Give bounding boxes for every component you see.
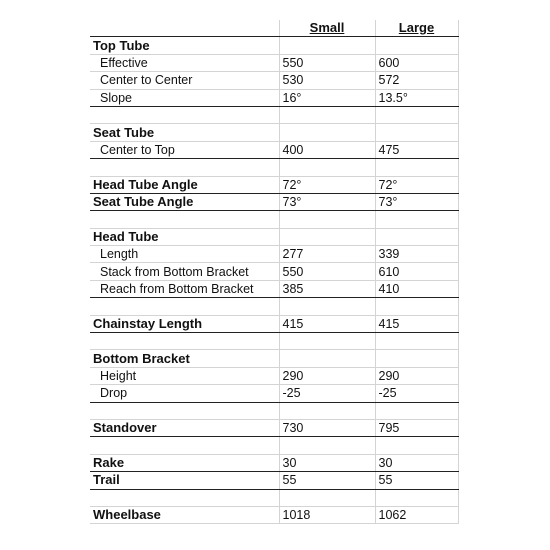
- row-label: Seat Tube: [90, 124, 279, 141]
- row-value-large: 55: [375, 472, 458, 489]
- row-label: [90, 333, 279, 350]
- table-row: [90, 280, 458, 297]
- row-label: Trail: [90, 472, 279, 489]
- row-value-large: 13.5°: [375, 89, 458, 106]
- row-label: Effective: [90, 54, 279, 71]
- row-value-small: 72°: [279, 176, 375, 193]
- table-row: [90, 228, 458, 245]
- row-value-large: [375, 211, 458, 228]
- blank-row: [90, 333, 458, 350]
- table-row: [90, 246, 458, 263]
- row-value-large: 72°: [375, 176, 458, 193]
- row-value-large: [375, 37, 458, 54]
- row-value-large: 795: [375, 419, 458, 436]
- row-value-large: 415: [375, 315, 458, 332]
- row-label: Wheelbase: [90, 506, 279, 523]
- table-row: [90, 367, 458, 384]
- table-row: [90, 350, 458, 367]
- row-value-large: 600: [375, 54, 458, 71]
- table-row: [90, 506, 458, 523]
- row-value-large: 339: [375, 246, 458, 263]
- row-label: Length: [90, 246, 279, 263]
- table-row: [90, 315, 458, 332]
- blank-row: [90, 106, 458, 123]
- header-label-cell: [90, 20, 279, 37]
- row-value-small: 30: [279, 454, 375, 471]
- table-row: [90, 54, 458, 71]
- table-row: [90, 141, 458, 158]
- row-value-small: 415: [279, 315, 375, 332]
- row-value-small: 550: [279, 54, 375, 71]
- row-value-large: 610: [375, 263, 458, 280]
- blank-row: [90, 402, 458, 419]
- row-label: [90, 402, 279, 419]
- row-value-large: 475: [375, 141, 458, 158]
- table-row: [90, 385, 458, 402]
- row-value-small: [279, 211, 375, 228]
- table-row: [90, 263, 458, 280]
- row-value-small: -25: [279, 385, 375, 402]
- row-value-small: [279, 228, 375, 245]
- row-value-large: 73°: [375, 193, 458, 210]
- table-row: [90, 472, 458, 489]
- row-value-small: [279, 333, 375, 350]
- row-value-small: 550: [279, 263, 375, 280]
- row-label: Head Tube Angle: [90, 176, 279, 193]
- row-value-large: [375, 106, 458, 123]
- row-label: Drop: [90, 385, 279, 402]
- row-label: [90, 489, 279, 506]
- row-label: Standover: [90, 419, 279, 436]
- row-label: [90, 211, 279, 228]
- row-label: Center to Center: [90, 72, 279, 89]
- row-value-small: [279, 106, 375, 123]
- row-label: Head Tube: [90, 228, 279, 245]
- geometry-table-body: [90, 20, 458, 524]
- row-value-large: [375, 124, 458, 141]
- row-value-small: 1018: [279, 506, 375, 523]
- row-value-small: 73°: [279, 193, 375, 210]
- row-label: Height: [90, 367, 279, 384]
- row-value-small: [279, 350, 375, 367]
- table-row: [90, 37, 458, 54]
- blank-row: [90, 159, 458, 176]
- row-value-small: 277: [279, 246, 375, 263]
- row-label: [90, 106, 279, 123]
- row-value-large: [375, 333, 458, 350]
- row-value-large: -25: [375, 385, 458, 402]
- table-row: [90, 89, 458, 106]
- row-label: Bottom Bracket: [90, 350, 279, 367]
- row-value-large: [375, 228, 458, 245]
- row-value-small: [279, 37, 375, 54]
- table-row: [90, 124, 458, 141]
- row-label: Reach from Bottom Bracket: [90, 280, 279, 297]
- geometry-table: [90, 20, 459, 524]
- row-value-small: 530: [279, 72, 375, 89]
- row-value-small: 400: [279, 141, 375, 158]
- row-value-small: 290: [279, 367, 375, 384]
- row-value-small: 385: [279, 280, 375, 297]
- row-value-small: [279, 124, 375, 141]
- row-value-small: 55: [279, 472, 375, 489]
- row-label: Top Tube: [90, 37, 279, 54]
- row-value-large: [375, 350, 458, 367]
- row-value-large: 290: [375, 367, 458, 384]
- row-value-small: [279, 159, 375, 176]
- blank-row: [90, 298, 458, 315]
- row-value-large: 30: [375, 454, 458, 471]
- row-value-small: 16°: [279, 89, 375, 106]
- table-row: [90, 193, 458, 210]
- row-label: Seat Tube Angle: [90, 193, 279, 210]
- row-value-large: [375, 298, 458, 315]
- header-large: Large: [375, 20, 458, 37]
- row-value-small: [279, 437, 375, 454]
- row-label: [90, 437, 279, 454]
- row-value-large: 1062: [375, 506, 458, 523]
- blank-row: [90, 489, 458, 506]
- blank-row: [90, 211, 458, 228]
- row-value-large: [375, 402, 458, 419]
- table-row: [90, 419, 458, 436]
- row-value-large: [375, 437, 458, 454]
- row-label: Center to Top: [90, 141, 279, 158]
- row-value-large: [375, 159, 458, 176]
- row-value-small: [279, 402, 375, 419]
- row-value-small: 730: [279, 419, 375, 436]
- row-label: [90, 159, 279, 176]
- header-small: Small: [279, 20, 375, 37]
- row-label: Slope: [90, 89, 279, 106]
- row-label: Rake: [90, 454, 279, 471]
- header-row: [90, 20, 458, 37]
- row-value-small: [279, 489, 375, 506]
- row-label: Stack from Bottom Bracket: [90, 263, 279, 280]
- blank-row: [90, 437, 458, 454]
- table-row: [90, 176, 458, 193]
- row-value-small: [279, 298, 375, 315]
- row-value-large: 572: [375, 72, 458, 89]
- row-value-large: [375, 489, 458, 506]
- row-label: [90, 298, 279, 315]
- row-label: Chainstay Length: [90, 315, 279, 332]
- row-value-large: 410: [375, 280, 458, 297]
- table-row: [90, 72, 458, 89]
- table-row: [90, 454, 458, 471]
